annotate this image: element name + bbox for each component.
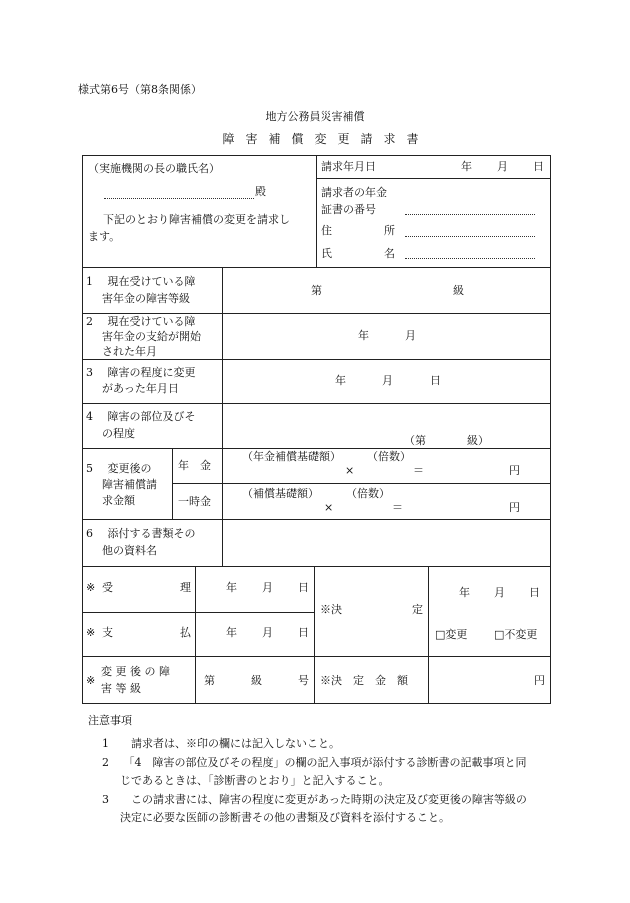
pension-no-label-2: 証書の番号	[321, 203, 376, 216]
receipt-year: 年	[226, 581, 237, 594]
grade-dai: 第	[204, 674, 215, 687]
amount-yen: 円	[534, 674, 545, 687]
row5-yen2: 円	[509, 501, 520, 514]
row4-label-1: 4 障害の部位及びそ	[86, 410, 196, 423]
payment-mark: ※	[86, 626, 96, 639]
row5-base2: （補償基礎額）	[242, 487, 319, 500]
title-sub: 障害補償変更請求書	[222, 132, 430, 146]
payment-year: 年	[226, 626, 237, 639]
decision-year: 年	[459, 586, 470, 599]
row3-label-2: があった年月日	[102, 382, 179, 395]
amount-label: ※決 定 金 額	[320, 674, 408, 687]
grade-mark: ※	[86, 674, 96, 687]
row1-label-2: 害年金の障害等級	[102, 292, 190, 305]
row2-label-1: 2 現在受けている障	[86, 315, 196, 328]
date-day: 日	[533, 160, 544, 173]
decision-month: 月	[494, 586, 505, 599]
decision-label-1: ※決	[320, 603, 342, 616]
row4-label-2: の程度	[102, 427, 135, 440]
date-month: 月	[497, 160, 508, 173]
grade-go: 号	[298, 674, 309, 687]
row1-label-1: 1 現在受けている障	[86, 275, 196, 288]
row5-label-1: 5 変更後の	[86, 462, 152, 475]
row4-grade-close: 級）	[467, 434, 489, 447]
row5-yen1: 円	[509, 464, 520, 477]
name-label-1: 氏	[321, 247, 332, 260]
row5-eq2: ＝	[392, 501, 403, 514]
name-field[interactable]	[405, 258, 535, 259]
note-3-line2: 決定に必要な医師の診断書その他の書類及び資料を添付すること。	[120, 811, 450, 824]
decision-label-2: 定	[412, 603, 423, 616]
request-text-line2: ます。	[88, 230, 121, 243]
note-3-line1: 3 この請求書には、障害の程度に変更があった時期の決定及び変更後の障害等級の	[102, 793, 527, 806]
grade-label-1: 変 更 後 の 障	[101, 665, 170, 678]
row2-month: 月	[405, 329, 416, 342]
receipt-day: 日	[298, 581, 309, 594]
row4-grade-open: （第	[404, 434, 426, 447]
payment-day: 日	[298, 626, 309, 639]
row5-times1: ×	[345, 464, 355, 477]
grade-kyu: 級	[251, 674, 262, 687]
row1-kyu: 級	[453, 284, 464, 297]
name-label-2: 名	[384, 247, 395, 260]
note-2-line1: 2 「4 障害の部位及びその程度」の欄の記入事項が添付する診断書の記載事項と同	[102, 756, 527, 769]
address-field[interactable]	[405, 236, 535, 237]
row3-year: 年	[335, 374, 346, 387]
address-label-2: 所	[384, 224, 395, 237]
date-label: 請求年月日	[321, 160, 376, 173]
pension-no-label-1: 請求者の年金	[321, 186, 387, 199]
row5-mult1: （倍数）	[367, 450, 411, 463]
grade-label-2: 害 等 級	[101, 682, 141, 695]
row5-base1: （年金補償基礎額）	[242, 450, 341, 463]
row2-year: 年	[358, 329, 369, 342]
address-label-1: 住	[321, 224, 332, 237]
row5-pension: 年 金	[178, 459, 211, 472]
row2-label-3: された年月	[102, 345, 157, 358]
addressee-blank[interactable]	[104, 198, 254, 199]
row5-times2: ×	[324, 501, 334, 514]
row3-day: 日	[430, 374, 441, 387]
row3-label-1: 3 障害の程度に変更	[86, 366, 196, 379]
notes-heading: 注意事項	[88, 714, 132, 727]
row2-label-2: 害年金の支給が開始	[102, 330, 201, 343]
row1-dai: 第	[311, 284, 322, 297]
request-text-line1: 下記のとおり障害補償の変更を請求し	[103, 213, 290, 226]
row5-lump-sum: 一時金	[178, 495, 211, 508]
addressee-label: （実施機関の長の職氏名）	[88, 162, 220, 175]
honorific: 殿	[255, 185, 266, 198]
payment-label-1: 支	[102, 626, 113, 639]
row5-mult2: （倍数）	[346, 487, 390, 500]
row6-label-2: 他の資料名	[102, 544, 157, 557]
date-year: 年	[461, 160, 472, 173]
note-2-line2: じであるときは、「診断書のとおり」と記入すること。	[120, 774, 390, 787]
form-number: 様式第6号（第8条関係）	[78, 83, 202, 96]
receipt-label-1: 受	[102, 581, 113, 594]
receipt-month: 月	[262, 581, 273, 594]
row5-eq1: ＝	[413, 464, 424, 477]
payment-month: 月	[262, 626, 273, 639]
receipt-mark: ※	[86, 581, 96, 594]
note-1: 1 請求者は、※印の欄には記入しないこと。	[102, 737, 340, 750]
title-main: 地方公務員災害補償	[265, 110, 365, 123]
row5-label-2: 障害補償請	[102, 478, 157, 491]
receipt-label-2: 理	[180, 581, 191, 594]
row6-label-1: 6 添付する書類その	[86, 527, 196, 540]
pension-no-field[interactable]	[405, 214, 535, 215]
unchanged-checkbox[interactable]: □不変更	[494, 628, 538, 641]
row3-month: 月	[382, 374, 393, 387]
row5-label-3: 求金額	[102, 494, 135, 507]
decision-day: 日	[529, 586, 540, 599]
payment-label-2: 払	[180, 626, 191, 639]
changed-checkbox[interactable]: □変更	[435, 628, 468, 641]
